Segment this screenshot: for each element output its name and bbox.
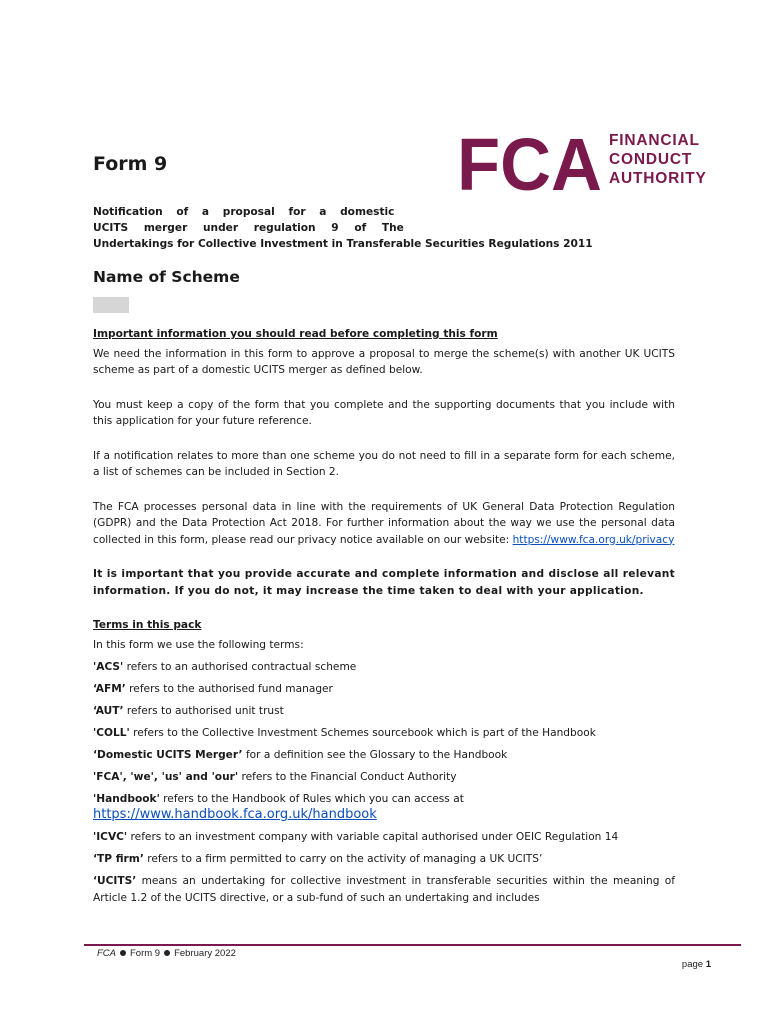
term-label: ‘UCITS’ [93, 875, 137, 887]
term-label: 'COLL' [93, 726, 130, 739]
term-label: ‘Domestic UCITS Merger’ [93, 748, 243, 761]
term-definition: refers to a firm permitted to carry on the activity of managing a UK UCITS’ [143, 853, 543, 865]
terms-intro: In this form we use the following terms: [93, 638, 304, 651]
scheme-name-field[interactable] [93, 297, 129, 313]
footer-divider [84, 944, 741, 946]
term-acs [93, 659, 675, 676]
fca-logo-wordmark [609, 131, 707, 188]
term-coll [93, 725, 675, 742]
important-paragraph-3: If a notification relates to more than one scheme you do not need to fill in a separate form for each scheme, a list of schemes can be included in Section 2. [93, 449, 675, 478]
privacy-link[interactable]: https://www.fca.org.uk/privacy [512, 533, 675, 546]
terms-heading: Terms in this pack [93, 619, 202, 631]
privacy-text: The FCA processes personal data in line with the requirements of UK General Data Protection Regulation (GDPR) and the Data Protection Act 2018. For further information about the way we use the personal data collected in this form, please read our privacy notice available on our website: [93, 500, 675, 546]
term-icvc [93, 829, 675, 846]
fca-logo-letters: FCA [457, 130, 602, 194]
term-afm [93, 681, 675, 698]
term-label: 'ACS' [93, 660, 124, 673]
page-number-value: 1 [705, 959, 711, 970]
logo-line-financial: FINANCIAL [609, 132, 700, 149]
term-definition: refers to the Handbook of Rules which you can access at [159, 792, 464, 805]
term-label: 'Handbook' [93, 792, 160, 805]
term-label: ‘TP firm’ [93, 853, 144, 865]
term-definition: means an undertaking for collective investment in transferable securities within the meaning of Article 1.2 of the UCITS directive, or a sub-fund of such an undertaking and includes [93, 875, 675, 904]
accuracy-warning: It is important that you provide accurate and complete information and disclose all relevant information. If you do not, it may increase the time taken to deal with your application. [93, 568, 675, 597]
privacy-paragraph [93, 499, 675, 549]
term-definition: refers to the Financial Conduct Authority [238, 770, 457, 783]
subtitle-line-2: UCITS merger under regulation 9 of The [93, 222, 404, 234]
footer-brand: FCA [97, 948, 116, 959]
form-subtitle [93, 204, 593, 252]
term-aut [93, 703, 675, 720]
form-title: Form 9 [93, 153, 168, 175]
term-definition: refers to the Collective Investment Schemes sourcebook which is part of the Handbook [129, 726, 596, 739]
important-paragraph-2: You must keep a copy of the form that you complete and the supporting documents that you include with this application for your future reference. [93, 398, 675, 427]
scheme-heading: Name of Scheme [93, 268, 240, 286]
term-domestic-ucits-merger [93, 747, 675, 764]
term-fca [93, 769, 675, 786]
footer-date: February 2022 [174, 948, 236, 959]
logo-line-authority: AUTHORITY [609, 170, 707, 187]
important-paragraph-1: We need the information in this form to approve a proposal to merge the scheme(s) with another UK UCITS scheme as part of a domestic UCITS merger as defined below. [93, 347, 675, 376]
term-handbook [93, 791, 675, 824]
term-label: 'ICVC' [93, 831, 128, 843]
bullet-icon [164, 950, 170, 956]
term-definition: refers to an investment company with variable capital authorised under OEIC Regulation 14 [127, 831, 619, 843]
footer-form: Form 9 [130, 948, 161, 959]
subtitle-line-3: Undertakings for Collective Investment in Transferable Securities Regulations 2011 [93, 238, 593, 250]
term-definition: refers to authorised unit trust [123, 704, 284, 717]
subtitle-line-1: Notification of a proposal for a domestic [93, 206, 395, 218]
footer-info [97, 948, 236, 959]
term-label: ‘AUT’ [93, 704, 124, 717]
term-definition: for a definition see the Glossary to the Handbook [242, 748, 508, 761]
form-body [93, 326, 675, 906]
page-label: page [681, 959, 704, 970]
term-definition: refers to an authorised contractual scheme [123, 660, 357, 673]
term-tp-firm [93, 851, 675, 868]
term-label: ‘AFM’ [93, 682, 126, 695]
important-heading: Important information you should read before completing this form [93, 328, 498, 340]
logo-line-conduct: CONDUCT [609, 151, 693, 168]
term-label: 'FCA', 'we', 'us' and 'our' [93, 770, 239, 783]
handbook-link[interactable]: https://www.handbook.fca.org.uk/handbook [93, 807, 377, 822]
bullet-icon [120, 950, 126, 956]
term-definition: refers to the authorised fund manager [125, 682, 333, 695]
page-number [682, 959, 711, 970]
term-ucits [93, 873, 675, 906]
